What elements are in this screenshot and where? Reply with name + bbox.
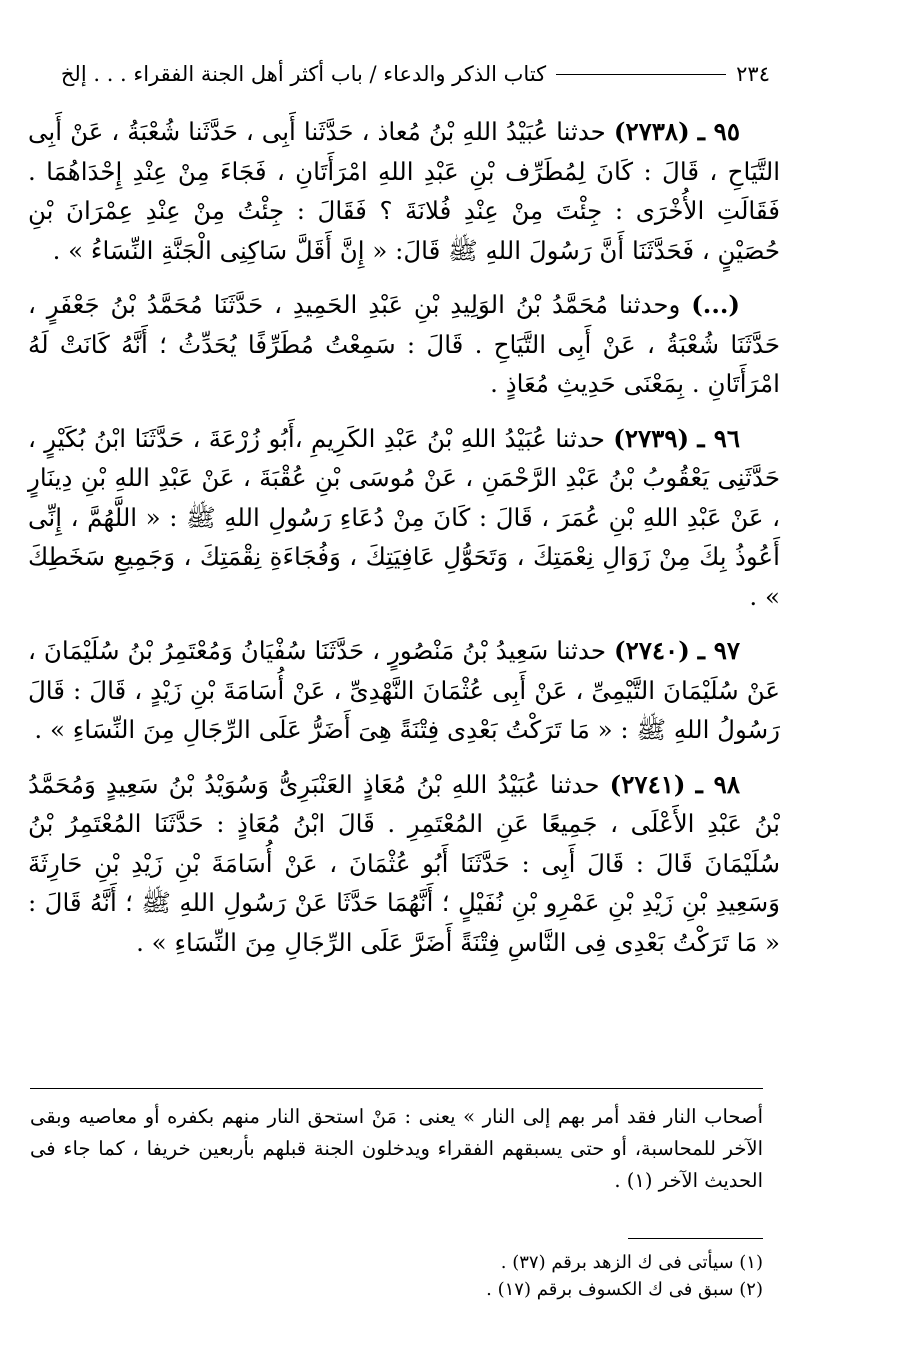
hadith-number: ٩٦ ـ [697, 423, 741, 453]
footnote-divider [30, 1088, 763, 1089]
main-text [28, 112, 780, 977]
hadith-reference: (٢٧٤٠) [613, 636, 690, 665]
header-rule [556, 74, 726, 75]
reference-notes [30, 1249, 763, 1303]
hadith-reference: (٢٧٣٩) [613, 423, 690, 453]
hadith-text: حدثنا عُبَيْدُ اللهِ بْنُ مُعَاذٍ العَنْبَرِىُّ وَسُوَيْدُ بْنُ سَعِيدٍ وَمُحَمَّدُ بْنُ عَبْدِ الأَعْلَى ، جَمِيعًا عَنِ المُعْتَمِرِ . قَالَ ابْنُ مُعَاذٍ : حَدَّثَنَا المُعْتَمِرُ بْنُ سُلَيْمَانَ قَالَ : قَالَ أَبِى : حَدَّثَنَا أَبُو عُثْمَانَ ، عَنْ أُسَامَةَ بْنِ زَيْدِ بْنِ حَارِثَةَ وَسَعِيدِ بْنِ زَيْدِ بْنِ عَمْرِو بْنِ نُفَيْلٍ ؛ أَنَّهُمَا حَدَّثَا عَنْ رَسُولِ اللهِ ﷺ ؛ أَنَّهُ قَالَ : « مَا تَرَكْتُ بَعْدِى فِى النَّاسِ فِتْنَةً أَضَرَّ عَلَى الرِّجَالِ مِنَ النِّسَاءِ » . [28, 769, 781, 957]
hadith-entry [28, 285, 780, 404]
hadith-entry [28, 765, 780, 963]
hadith-number: ٩٨ ـ [695, 769, 740, 799]
reference-note: (٢) سبق فى ك الكسوف برقم (١٧) . [486, 1279, 763, 1300]
running-title: كتاب الذكر والدعاء / باب أكثر أهل الجنة الفقراء . . . إلخ [60, 62, 547, 86]
running-header [30, 60, 770, 88]
hadith-reference: (...) [691, 290, 740, 319]
hadith-number: ٩٧ ـ [697, 636, 741, 665]
hadith-text: حدثنا سَعِيدُ بْنُ مَنْصُورٍ ، حَدَّثَنَا سُفْيَانُ وَمُعْتَمِرُ بْنُ سُلَيْمَانَ ، عَنْ سُلَيْمَانَ التَّيْمِىِّ ، عَنْ أَبِى عُثْمَانَ النَّهْدِىِّ ، عَنْ أُسَامَةَ بْنِ زَيْدٍ ، قَالَ : قَالَ رَسُولُ اللهِ ﷺ : « مَا تَرَكْتُ بَعْدِى فِتْنَةً هِىَ أَضَرُّ عَلَى الرِّجَالِ مِنَ النِّسَاءِ » . [28, 636, 780, 744]
hadith-entry [28, 419, 780, 617]
notes-divider [628, 1238, 763, 1239]
hadith-reference: (٢٧٣٨) [613, 117, 690, 146]
hadith-entry [28, 112, 780, 270]
hadith-entry [28, 631, 780, 750]
hadith-reference: (٢٧٤١) [609, 769, 686, 799]
hadith-number: ٩٥ ـ [697, 117, 740, 146]
commentary-footnote: أصحاب النار فقد أمر بهم إلى النار » يعنى : مَنْ استحق النار منهم بكفره أو معاصيه وبقى الآخر للمحاسبة، أو حتى يسبقهم الفقراء ويدخلون الجنة قبلهم بأربعين خريفا ، كما جاء فى الحديث الآخر (١) . [30, 1105, 763, 1192]
reference-note: (١) سيأتى فى ك الزهد برقم (٣٧) . [500, 1252, 763, 1273]
hadith-text: وحدثنا مُحَمَّدُ بْنُ الوَلِيدِ بْنِ عَبْدِ الحَمِيدِ ، حَدَّثَنَا مُحَمَّدُ بْنُ جَعْفَرٍ ، حَدَّثَنَا شُعْبَةُ ، عَنْ أَبِى التَّيَاحِ . قَالَ : سَمِعْتُ مُطَرِّفًا يُحَدِّثُ ؛ أَنَّهُ كَانَتْ لَهُ امْرَأَتَانِ . بِمَعْنَى حَدِيثِ مُعَاذٍ . [28, 290, 780, 398]
hadith-text: حدثنا عُبَيْدُ اللهِ بْنُ مُعاذ ، حَدَّثَنا أَبِى ، حَدَّثَنا شُعْبَةُ ، عَنْ أَبِى التَّيَاحِ ، قَالَ : كَانَ لِمُطَرِّف بْنِ عَبْدِ اللهِ امْرَأَتَانِ ، فَجَاءَ مِنْ عِنْدِ إِحْدَاهُمَا . فَقَالَتِ الأُخْرَى : جِئْتَ مِنْ عِنْدِ فُلانَةَ ؟ فَقَالَ : جِئْتُ مِنْ عِنْدِ عِمْرَانَ بْنِ حُصَيْنٍ ، فَحَدَّثَنَا أَنَّ رَسُولَ اللهِ ﷺ قَالَ: « إِنَّ أَقَلَّ سَاكِنِى الْجَنَّةِ النِّسَاءُ » . [28, 117, 780, 265]
page-number: ٢٣٤ [736, 62, 770, 86]
hadith-text: حدثنا عُبَيْدُ اللهِ بْنُ عَبْدِ الكَرِيمِ ،أَبُو زُرْعَةَ ، حَدَّثَنَا ابْنُ بُكَيْرٍ ، حَدَّثَنِى يَعْقُوبُ بْنُ عَبْدِ الرَّحْمَنِ ، عَنْ مُوسَى بْنِ عُقْبَةَ ، عَنْ عَبْدِ اللهِ بْنِ دِينَارٍ ، عَنْ عَبْدِ اللهِ بْنِ عُمَرَ ، قَالَ : كَانَ مِنْ دُعَاءِ رَسُولِ اللهِ ﷺ : « اللَّهُمَّ ، إِنِّى أَعُوذُ بِكَ مِنْ زَوَالِ نِعْمَتِكَ ، وَتَحَوُّلِ عَافِيَتِكَ ، وَفُجَاءَةِ نِقْمَتِكَ ، وَجَمِيعِ سَخَطِكَ » . [28, 423, 780, 611]
